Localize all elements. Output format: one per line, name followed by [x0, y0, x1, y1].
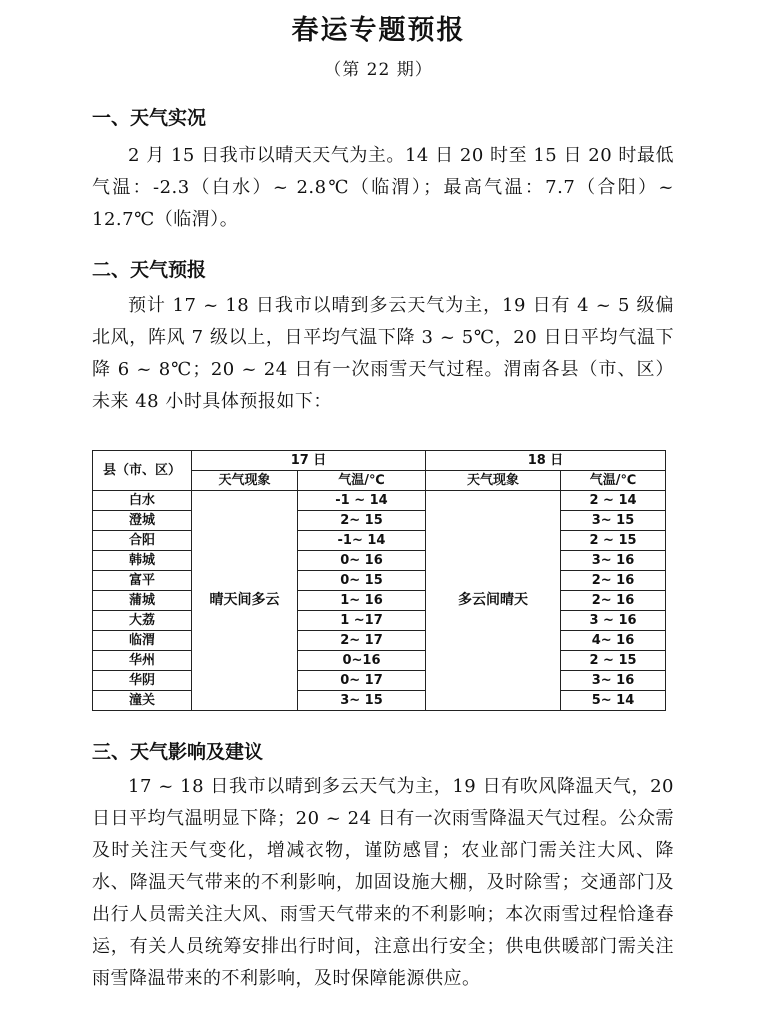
- day2-temp-header: 气温/℃: [561, 471, 666, 491]
- day1-temp-cell: 0~16: [298, 651, 426, 671]
- table-row: [93, 491, 666, 511]
- table-row: [93, 651, 666, 671]
- table-row: [93, 591, 666, 611]
- county-cell: 大荔: [93, 611, 192, 631]
- day1-temp-cell: 0~ 15: [298, 571, 426, 591]
- table-row: [93, 551, 666, 571]
- day2-temp-cell: 2~ 16: [561, 591, 666, 611]
- day1-temp-cell: 1 ~17: [298, 611, 426, 631]
- section-heading-observation: 一、天气实况: [92, 107, 207, 129]
- table-row: [93, 611, 666, 631]
- table-row: [93, 531, 666, 551]
- section-heading-advice: 三、天气影响及建议: [92, 741, 264, 763]
- day1-temp-cell: 2~ 15: [298, 511, 426, 531]
- table-header-row: [93, 451, 666, 471]
- day2-phen-header: 天气现象: [426, 471, 561, 491]
- day2-temp-cell: 2 ~ 14: [561, 491, 666, 511]
- day2-temp-cell: 3~ 15: [561, 511, 666, 531]
- day2-temp-cell: 4~ 16: [561, 631, 666, 651]
- day1-temp-cell: 1~ 16: [298, 591, 426, 611]
- table-row: [93, 691, 666, 711]
- table-row: [93, 571, 666, 591]
- day2-temp-cell: 2 ~ 15: [561, 531, 666, 551]
- day2-header: 18 日: [426, 451, 666, 471]
- day2-phenomenon-cell: 多云间晴天: [426, 491, 561, 711]
- county-cell: 韩城: [93, 551, 192, 571]
- day1-header: 17 日: [192, 451, 426, 471]
- day2-temp-cell: 3~ 16: [561, 671, 666, 691]
- county-cell: 潼关: [93, 691, 192, 711]
- county-cell: 华阴: [93, 671, 192, 691]
- county-cell: 合阳: [93, 531, 192, 551]
- table-row: [93, 671, 666, 691]
- day1-phenomenon-cell: 晴天间多云: [192, 491, 298, 711]
- section-text-advice: 17 ~ 18 日我市以晴到多云天气为主，19 日有吹风降温天气，20 日日平均气温明显下降；20 ~ 24 日有一次雨雪降温天气过程。公众需及时关注天气变化，增减衣物，谨防感冒；农业部门需关注大风、降水、降温天气带来的不利影响，加固设施大棚，及时除雪；交通部门及出行人员需关注大风、雨雪天气带来的不利影响；本次雨雪过程恰逢春运，有关人员统筹安排出行时间，注意出行安全；供电供暖部门需关注雨雪降温带来的不利影响，及时保障能源供应。: [92, 776, 674, 989]
- county-cell: 白水: [93, 491, 192, 511]
- day1-temp-cell: 0~ 16: [298, 551, 426, 571]
- table-row: [93, 631, 666, 651]
- section-text-observation: 2 月 15 日我市以晴天天气为主。14 日 20 时至 15 日 20 时最低气温：-2.3（白水）~ 2.8℃（临渭）；最高气温：7.7（合阳）~ 12.7℃（临渭）。: [92, 145, 674, 230]
- table-row: [93, 511, 666, 531]
- day2-temp-cell: 5~ 14: [561, 691, 666, 711]
- day1-phen-header: 天气现象: [192, 471, 298, 491]
- county-cell: 临渭: [93, 631, 192, 651]
- issue-number: （第 22 期）: [324, 60, 433, 80]
- day2-temp-cell: 3 ~ 16: [561, 611, 666, 631]
- day1-temp-cell: 0~ 17: [298, 671, 426, 691]
- day2-temp-cell: 2~ 16: [561, 571, 666, 591]
- section-text-forecast: 预计 17 ~ 18 日我市以晴到多云天气为主，19 日有 4 ~ 5 级偏北风，阵风 7 级以上，日平均气温下降 3 ~ 5℃，20 日日平均气温下降 6 ~ 8℃；20 ~ 24 日有一次雨雪天气过程。渭南各县（市、区）未来 48 小时具体预报如下：: [92, 295, 674, 412]
- county-header: 县（市、区）: [93, 451, 192, 491]
- section-heading-forecast: 二、天气预报: [92, 259, 207, 281]
- county-cell: 蒲城: [93, 591, 192, 611]
- day1-temp-cell: 3~ 15: [298, 691, 426, 711]
- day1-temp-cell: -1 ~ 14: [298, 491, 426, 511]
- day1-temp-cell: -1~ 14: [298, 531, 426, 551]
- document-title: 春运专题预报: [291, 15, 466, 46]
- forecast-table: [92, 450, 666, 711]
- day2-temp-cell: 3~ 16: [561, 551, 666, 571]
- day1-temp-cell: 2~ 17: [298, 631, 426, 651]
- county-cell: 澄城: [93, 511, 192, 531]
- county-cell: 华州: [93, 651, 192, 671]
- day1-temp-header: 气温/℃: [298, 471, 426, 491]
- day2-temp-cell: 2 ~ 15: [561, 651, 666, 671]
- county-cell: 富平: [93, 571, 192, 591]
